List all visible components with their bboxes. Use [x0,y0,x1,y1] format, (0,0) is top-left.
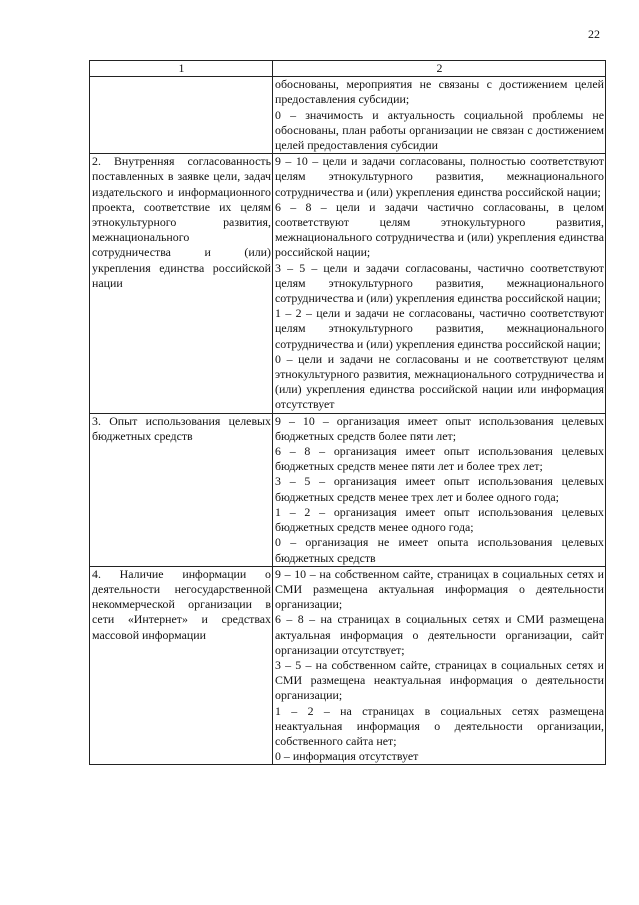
score-line: 0 – информация отсутствует [275,749,419,764]
score-line: 3 – 5 – цели и задачи согласованы, частично соответствуют целям этнокультурного развития, межнационального сотрудничества и (или) укрепления единства российской нации; [275,260,604,306]
page-number: 22 [588,27,600,41]
scores-cell [273,154,606,413]
scores-cell [273,566,606,765]
score-line: 1 – 2 – на страницах в социальных сетях размещена неактуальная информация о деятельности организации, собственного сайта нет; [275,703,604,748]
score-line: 3 – 5 – на собственном сайте, страницах в социальных сетях и СМИ размещена неактуальная информация о деятельности организации; [275,657,604,703]
scores-cell [273,413,606,566]
scores-cell [273,77,606,154]
score-line: 1 – 2 – организация имеет опыт использования целевых бюджетных средств менее одного года; [275,504,604,535]
column-header-1: 1 [90,61,273,77]
score-line: 6 – 8 – организация имеет опыт использования целевых бюджетных средств менее пяти лет и более трех лет; [275,444,604,474]
criterion-cell [90,77,273,154]
score-line: 0 – цели и задачи не согласованы и не соответствуют целям этнокультурного развития, межнационального сотрудничества и (или) укрепления единства российской нации или информация отсутствует [275,351,604,412]
score-line: 6 – 8 – на страницах в социальных сетях и СМИ размещена актуальная информация о деятельности организации, сайт организации отсутствует; [275,612,604,657]
score-line: 9 – 10 – на собственном сайте, страницах в социальных сетях и СМИ размещена актуальная информация о деятельности организации; [275,566,604,612]
score-line: обоснованы, мероприятия не связаны с достижением целей предоставления субсидии; [275,77,604,107]
table-row [90,566,606,765]
criteria-table [89,60,606,765]
criterion-cell: 3. Опыт использования целевых бюджетных средств [90,413,273,566]
score-line: 0 – организация не имеет опыта использования целевых бюджетных средств [275,535,604,565]
table-row [90,413,606,566]
criterion-cell: 4. Наличие информации о деятельности негосударственной некоммерческой организации в сети «Интернет» и средствах массовой информации [90,566,273,765]
table-header-row [90,61,606,77]
column-header-2: 2 [273,61,606,77]
score-line: 3 – 5 – организация имеет опыт использования целевых бюджетных средств менее трех лет и более одного года; [275,474,604,504]
score-line: 6 – 8 – цели и задачи частично согласованы, в целом соответствуют целям этнокультурного развития, межнационального сотрудничества и (или) укрепления единства российской нации; [275,199,604,260]
criterion-cell: 2. Внутренняя согласованность поставленных в заявке цели, задач издательского и информационного проекта, соответствие их целям этнокультурного развития, межнационального сотрудничества и (или) укрепления единства российской нации [90,154,273,413]
table-row [90,154,606,413]
score-line: 9 – 10 – цели и задачи согласованы, полностью соответствуют целям этнокультурного развития, межнационального сотрудничества и (или) укрепления единства российской нации; [275,154,604,199]
score-line: 9 – 10 – организация имеет опыт использования целевых бюджетных средств более пяти лет; [275,413,604,443]
score-line: 1 – 2 – цели и задачи не согласованы, частично соответствуют целям этнокультурного развития, межнационального сотрудничества и (или) укрепления единства российской нации; [275,306,604,351]
score-line: 0 – значимость и актуальность социальной проблемы не обоснованы, план работы организации не связан с достижением целей предоставления субсидии [275,107,604,153]
table-row [90,77,606,154]
